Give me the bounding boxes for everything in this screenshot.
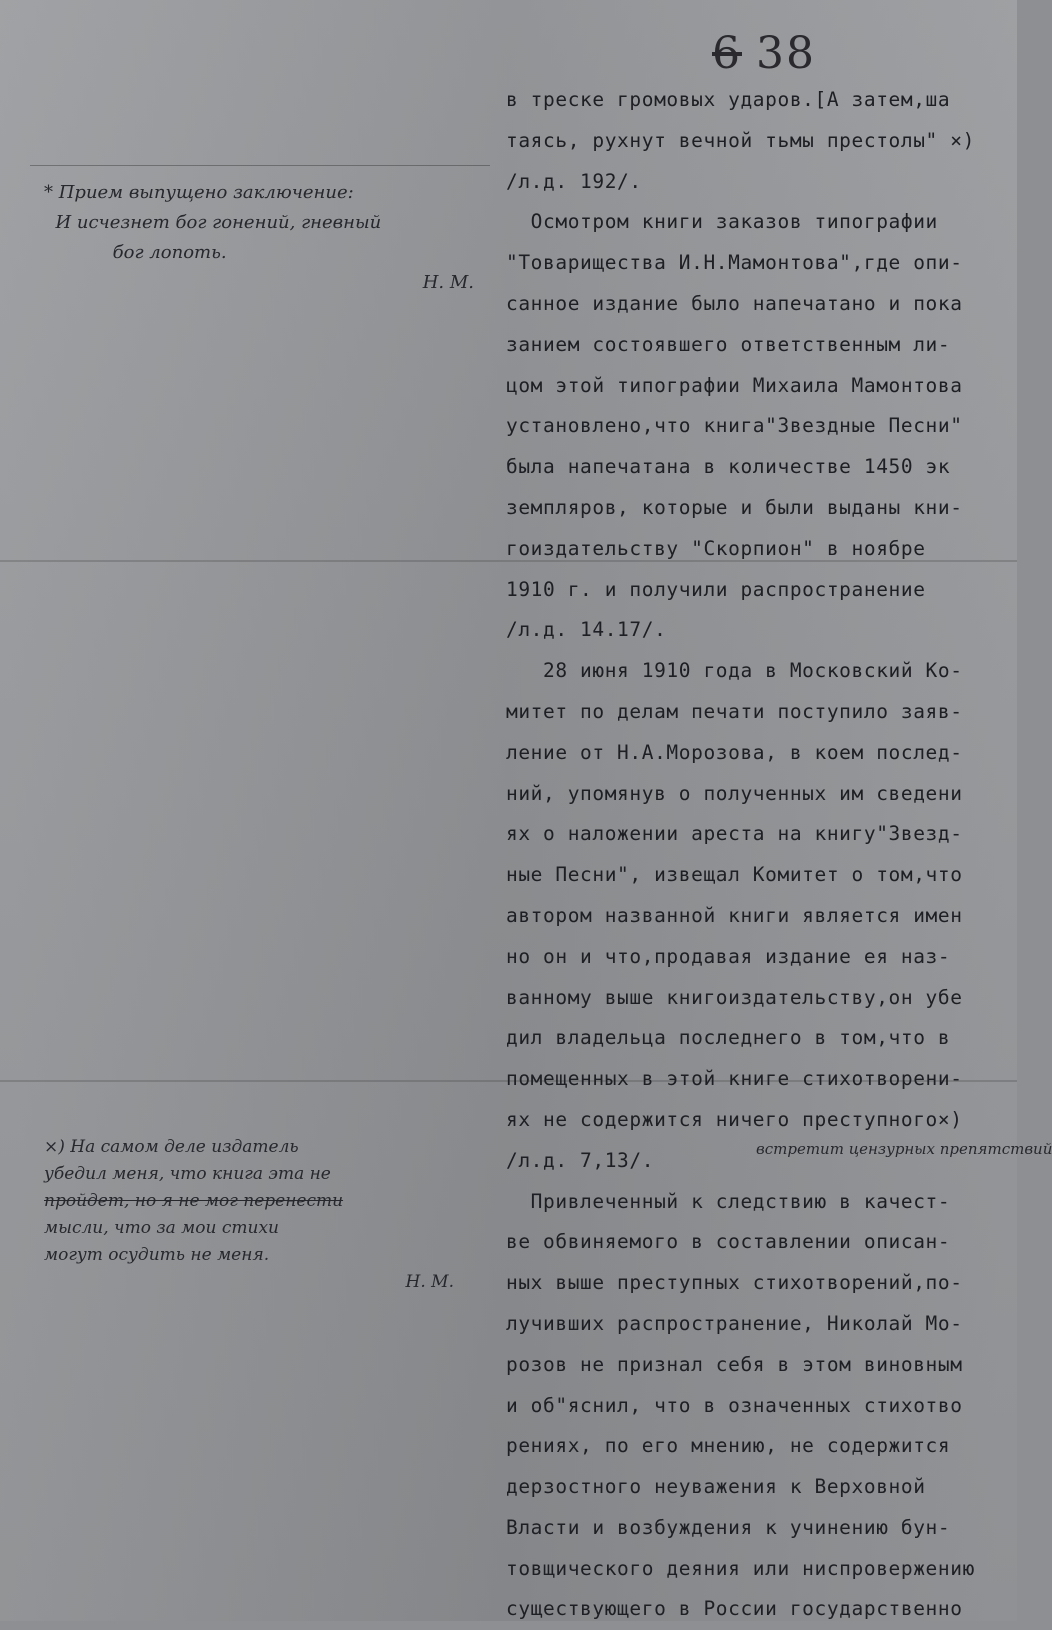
typed-line: помещенных в этой книге стихотворени- <box>506 1067 963 1091</box>
note-line: И исчезнет бог гонений, гневный <box>44 212 382 233</box>
typed-line: митет по делам печати поступило заяв- <box>506 699 963 723</box>
typed-line: Привлеченный к следствию в качест- <box>506 1189 951 1213</box>
typed-line: 28 июня 1910 года в Московский Ко- <box>506 659 963 683</box>
note-line: могут осудить не меня. <box>44 1245 270 1265</box>
note-line: * Прием выпущено заключение: <box>44 182 354 203</box>
note-line: пройдет, но я не мог перенести <box>44 1191 344 1211</box>
typed-line: Власти и возбуждения к учинению бун- <box>506 1515 951 1539</box>
page-number <box>712 28 816 79</box>
typed-line: существующего в России государственно <box>506 1597 963 1621</box>
typed-line: лучивших распространение, Николай Мо- <box>506 1311 963 1335</box>
typed-line: дил владельца последнего в том,что в <box>506 1026 951 1050</box>
typed-line: розов не признал себя в этом виновным <box>506 1352 963 1376</box>
typed-line: ных выше преступных стихотворений,по- <box>506 1271 963 1295</box>
typed-line: ях не содержится ничего преступного×) <box>506 1107 963 1131</box>
note-line: убедил меня, что книга эта не <box>44 1164 331 1184</box>
typed-line: /л.д. 7,13/. <box>506 1148 655 1172</box>
typed-line: рениях, по его мнению, не содержится <box>506 1434 951 1458</box>
typed-line: ные Песни", извещал Комитет о том,что <box>506 863 963 887</box>
typed-text-column <box>506 80 1006 1630</box>
typed-line: была напечатана в количестве 1450 эк <box>506 455 951 479</box>
typed-line: ванному выше книгоиздательству,он убе <box>506 985 963 1009</box>
note-line: ×) На самом деле издатель <box>44 1137 299 1157</box>
typed-line: "Товарищества И.Н.Мамонтова",где опи- <box>506 251 963 275</box>
typed-line: и об"яснил, что в означенных стихотво <box>506 1393 963 1417</box>
typed-line: /л.д. 192/. <box>506 169 642 193</box>
typed-line: в треске громовых ударов.[А затем,ша <box>506 88 951 111</box>
note-signature: Н. М. <box>405 1272 454 1292</box>
handwritten-insert: встретит цензурных препятствий <box>756 1140 1052 1158</box>
typed-line: /л.д. 14.17/. <box>506 618 667 642</box>
page-number-current: 38 <box>756 28 816 79</box>
typed-line: дерзостного неуважения к Верховной <box>506 1475 926 1499</box>
note-underline <box>30 165 490 166</box>
typed-line: ях о наложении ареста на книгу"Звезд- <box>506 822 963 846</box>
handwritten-note-bottom <box>44 1134 484 1296</box>
typed-line: занием состоявшего ответственным ли- <box>506 332 951 356</box>
typed-line: земпляров, которые и были выданы кни- <box>506 495 963 519</box>
typed-line: 1910 г. и получили распространение <box>506 577 926 601</box>
typed-line: ве обвиняемого в составлении описан- <box>506 1230 951 1254</box>
typed-line: санное издание было напечатано и пока <box>506 291 963 315</box>
typed-line: цом этой типографии Михаила Мамонтова <box>506 373 963 397</box>
page-number-struck: 6 <box>712 28 742 79</box>
note-signature: Н. М. <box>422 272 474 293</box>
typed-line: установлено,что книга"Звездные Песни" <box>506 414 963 438</box>
note-line: мысли, что за мои стихи <box>44 1218 279 1238</box>
typed-line: Осмотром книги заказов типографии <box>506 210 938 234</box>
typed-line: товщического деяния или ниспровержению <box>506 1556 975 1580</box>
typed-line: таясь, рухнут вечной тьмы престолы" ×) <box>506 128 975 152</box>
typed-line: гоиздательству "Скорпион" в ноябре <box>506 536 926 560</box>
typed-line: ление от Н.А.Морозова, в коем послед- <box>506 740 963 764</box>
handwritten-note-top <box>44 178 504 298</box>
typed-line: автором названной книги является имен <box>506 903 963 927</box>
typed-line: ний, упомянув о полученных им сведени <box>506 781 963 805</box>
note-line: бог лопоть. <box>44 242 227 263</box>
typed-line: но он и что,продавая издание ея наз- <box>506 944 951 968</box>
